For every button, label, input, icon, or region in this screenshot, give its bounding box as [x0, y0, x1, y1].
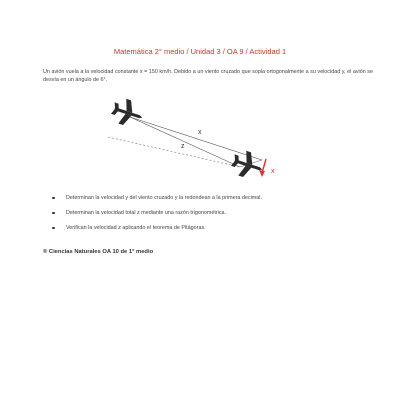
list-item: Verifican la velocidad z aplicando el teorema de Pitágoras. [50, 224, 370, 239]
label-z: z [181, 143, 185, 150]
list-item: Determinan la velocidad y del viento cruzado y la redondean a la primera decimal. [50, 194, 370, 209]
document-title: Matemática 2° medio / Unidad 3 / OA 9 / Actividad 1 [113, 47, 287, 56]
airplane-icon [229, 148, 267, 182]
label-x-arrow: x [271, 168, 275, 175]
airplane-icon [109, 96, 147, 130]
line-z [130, 117, 240, 167]
label-x: x [198, 129, 202, 136]
task-list [50, 194, 370, 239]
line-dashed [108, 137, 240, 167]
list-item: Determinan la velocidad total z mediante una razón trigonométrica. [50, 209, 370, 224]
intro-paragraph: Un avión vuela a la velocidad constante x = 150 km/h. Debido a un viento cruzado que sopla ortogonalmente a su velocidad y, el avión se desvía en un ángulo de 6°. [43, 69, 373, 83]
section-heading: ® Ciencias Naturales OA 10 de 1° medio [43, 249, 154, 255]
airplane-diagram [100, 95, 290, 185]
line-x [130, 117, 262, 160]
